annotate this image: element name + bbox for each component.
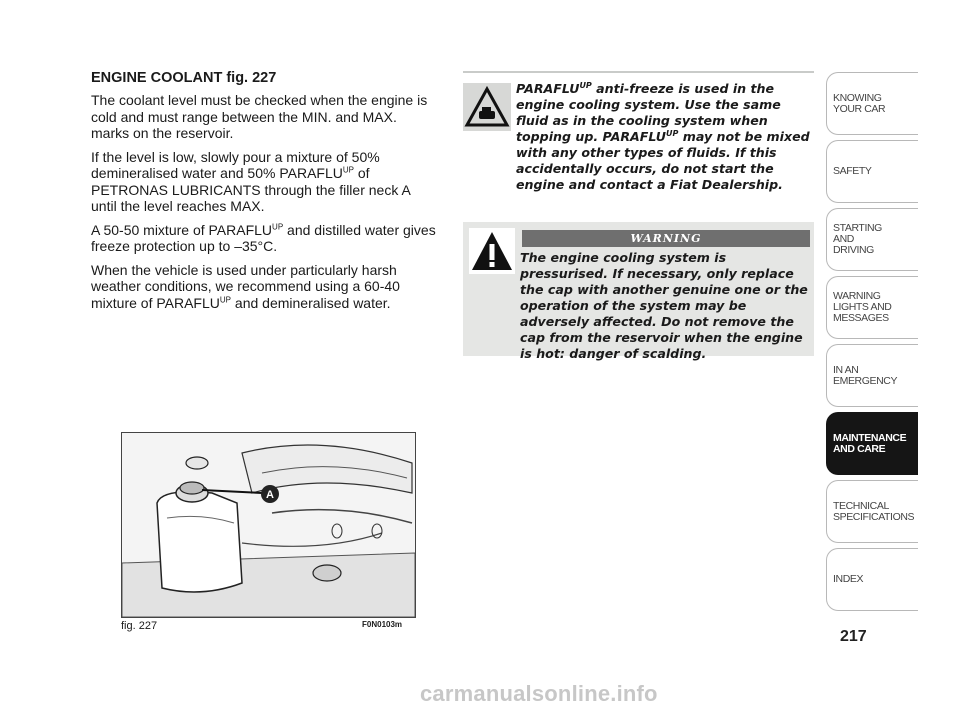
tab-index[interactable]: INDEX: [826, 548, 918, 611]
heading-title: ENGINE COOLANT: [91, 70, 223, 86]
tab-knowing-your-car[interactable]: KNOWING YOUR CAR: [826, 72, 918, 135]
figure-code: F0N0103m: [362, 620, 403, 629]
note-t3: may not be mixed with any other types of fluids. If this accidentally occurs, do not start the engine and contact a Fiat Dealership.: [516, 129, 810, 192]
paragraph-top-up: [91, 149, 436, 215]
note-sup1: UP: [579, 80, 592, 90]
note-t2: anti-freeze is used in the engine cooling system. Use the same fluid as in the cooling system when topping up. PARAFLU: [516, 81, 781, 144]
heading-fig-ref: fig. 227: [222, 70, 277, 86]
tab-technical-specifications[interactable]: TECHNICAL SPECIFICATIONS: [826, 480, 918, 543]
tab-emergency[interactable]: IN AN EMERGENCY: [826, 344, 918, 407]
tab-starting-and-driving[interactable]: STARTING AND DRIVING: [826, 208, 918, 271]
p3-text-a: A 50-50 mixture of PARAFLU: [91, 221, 273, 238]
p3-text-b: and distilled water gives freeze protection up to –35°C.: [91, 221, 436, 254]
warning-text: [467, 250, 810, 362]
p4-sup: UP: [219, 294, 232, 304]
paragraph-harsh-weather: [91, 262, 436, 312]
fluid-note: [463, 71, 814, 193]
tab-safety[interactable]: SAFETY: [826, 140, 918, 203]
warning-text-body: The engine cooling system is pressurised. If necessary, only replace the cap with another genuine one or the operation of the system may be adversely affected. Do not remove the cap from the reservoir when the engine is hot: danger of scalding.: [520, 250, 808, 361]
paragraph-freeze: [91, 222, 436, 255]
section-heading: [91, 70, 436, 86]
car-fluid-icon: [463, 83, 511, 131]
page-number: 217: [840, 628, 867, 645]
p4-text-a: When the vehicle is used under particularly harsh weather conditions, we recommend using a 60-40 mixture of PARAFLU: [91, 261, 400, 311]
p2-text-a: If the level is low, slowly pour a mixture of 50% demineralised water and 50% PARAFLU: [91, 148, 380, 181]
p4-text-b: and demineralised water.: [231, 294, 391, 311]
coolant-section: [91, 70, 436, 318]
p3-sup: UP: [272, 221, 284, 231]
note-sup2: UP: [665, 128, 679, 138]
p2-text-b: of PETRONAS LUBRICANTS through the filler neck A until the level reaches MAX.: [91, 165, 411, 214]
warning-label: WARNING: [522, 230, 810, 247]
warning-box: [463, 222, 814, 361]
paragraph-check-level: The coolant level must be checked when the engine is cold and must range between the MIN. and MAX. marks on the reservoir.: [91, 92, 428, 141]
watermark: carmanualsonline.info: [420, 681, 658, 706]
note-t1: PARAFLU: [516, 81, 580, 96]
tab-warning-lights[interactable]: WARNING LIGHTS AND MESSAGES: [826, 276, 918, 339]
figure-caption: fig. 227: [121, 620, 158, 632]
chapter-tabs: [826, 72, 918, 616]
p2-sup: UP: [342, 165, 354, 175]
tab-maintenance-and-care[interactable]: MAINTENANCE AND CARE: [826, 412, 918, 475]
fluid-note-text: [463, 81, 814, 193]
engine-bay-illustration: [121, 432, 416, 618]
callout-a: A: [266, 489, 274, 501]
